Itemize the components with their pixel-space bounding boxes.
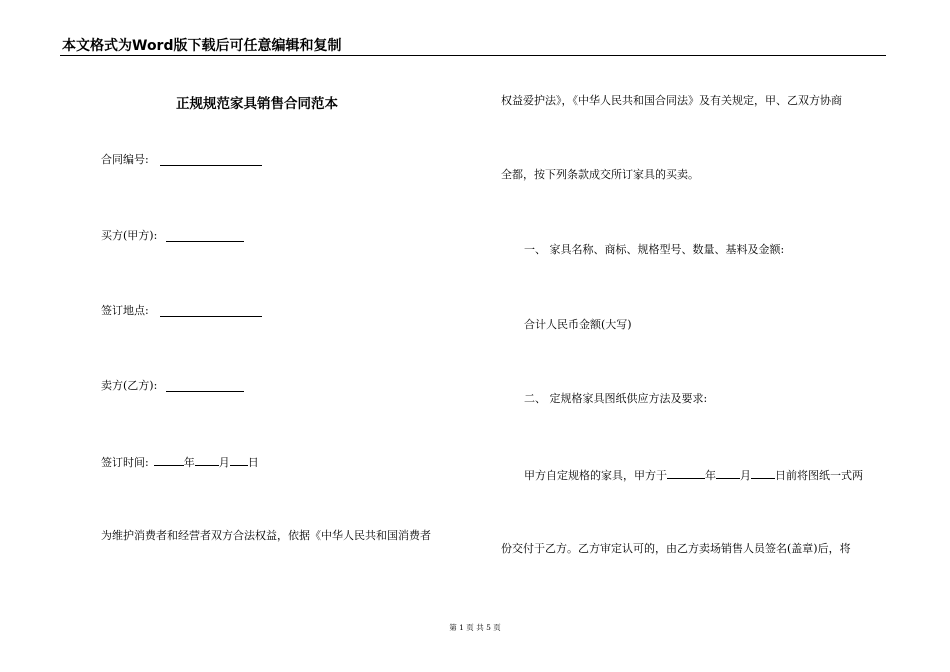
- total-amount-line: 合计人民币金额(大写): [524, 318, 632, 331]
- year-label: 年: [183, 456, 195, 469]
- buyer-label: 买方(甲方):: [101, 229, 158, 242]
- section-1-heading: 一、 家具名称、商标、规格型号、数量、基料及金额:: [524, 243, 785, 256]
- seller-label: 卖方(乙方):: [101, 379, 158, 392]
- day-label: 日: [247, 456, 259, 469]
- section-2-heading: 二、 定规格家具图纸供应方法及要求:: [524, 392, 708, 405]
- drawing-day-blank: [751, 467, 775, 479]
- header-divider: [60, 55, 886, 56]
- sign-time-label: 签订时间:: [101, 456, 149, 469]
- sign-place-label: 签订地点:: [101, 304, 149, 317]
- document-title: 正规规范家具销售合同范本: [176, 96, 338, 112]
- left-paragraph: 为维护消费者和经营者双方合法权益，依据《中华人民共和国消费者: [101, 529, 431, 542]
- right-line-1: 权益爱护法》，《中华人民共和国合同法》及有关规定，甲、乙双方协商: [501, 94, 842, 107]
- drawing-supply-line: [524, 467, 863, 483]
- right-paragraph-continuation: 份交付于乙方。乙方审定认可的，由乙方卖场销售人员签名(盖章)后，将: [501, 542, 851, 555]
- drawing-month-blank: [716, 467, 740, 479]
- seller-blank: [166, 391, 244, 392]
- month-label: 月: [218, 456, 230, 469]
- contract-number-blank: [160, 165, 262, 166]
- buyer-blank: [166, 241, 244, 242]
- drawing-month-label: 月: [740, 469, 751, 482]
- year-blank: [154, 454, 184, 466]
- sign-place-blank: [160, 316, 262, 317]
- drawing-year-blank: [667, 467, 705, 479]
- right-line-2: 全都，按下列条款成交所订家具的买卖。: [501, 168, 699, 181]
- drawing-supply-text-b: 日前将图纸一式两: [775, 469, 863, 482]
- contract-number-label: 合同编号:: [101, 153, 149, 166]
- drawing-supply-text-a: 甲方自定规格的家具，甲方于: [524, 469, 667, 482]
- drawing-year-label: 年: [705, 469, 716, 482]
- sign-time-line: [101, 454, 259, 470]
- page-footer: 第 1 页 共 5 页: [449, 623, 501, 632]
- day-blank: [230, 454, 248, 466]
- header-title: 本文格式为Word版下载后可任意编辑和复制: [62, 38, 342, 54]
- month-blank: [195, 454, 219, 466]
